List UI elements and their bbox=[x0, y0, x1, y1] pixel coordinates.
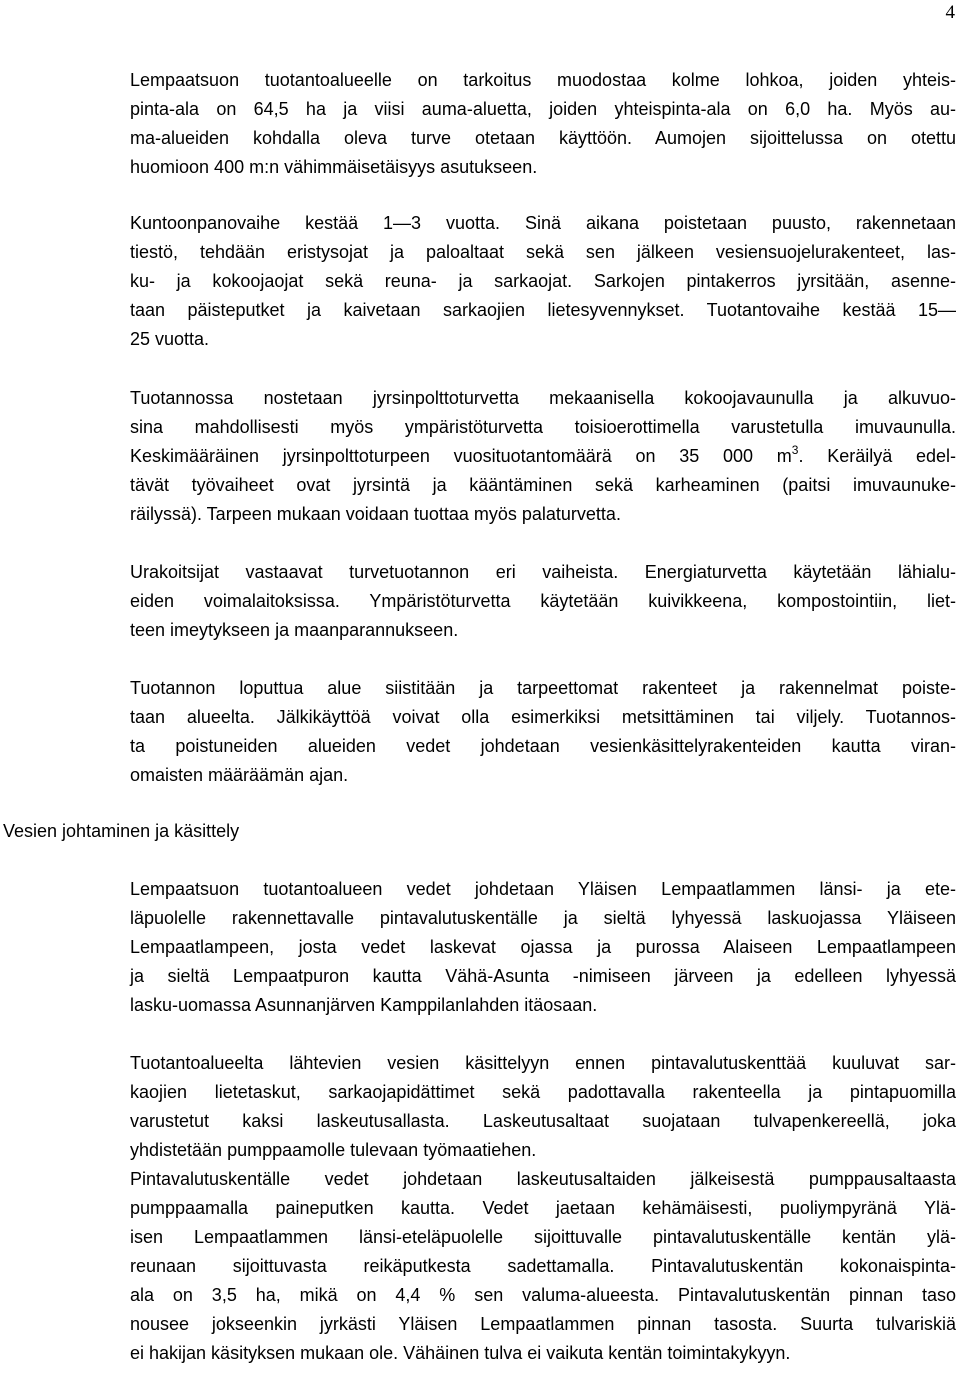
text-line: Urakoitsijat vastaavat turvetuotannon eri vaiheista. Energiaturvetta käytetään lähialu- bbox=[130, 562, 956, 582]
text-line: ala on 3,5 ha, mikä on 4,4 % sen valuma-alueesta. Pintavalutuskentän pinnan taso bbox=[130, 1285, 956, 1305]
paragraph-1 bbox=[130, 66, 956, 182]
text-line: läpuolelle rakennettavalle pintavalutuskentälle ja sieltä lyhyessä laskuojassa Yläiseen bbox=[130, 908, 956, 928]
text-fragment: Keskimääräinen jyrsinpolttoturpeen vuosituotantomäärä on 35 000 m bbox=[130, 446, 792, 466]
text-line: tävät työvaiheet ovat jyrsintä ja kääntäminen sekä karheaminen (paitsi imuvaunuke- bbox=[130, 475, 956, 495]
paragraph-2 bbox=[130, 209, 956, 354]
text-line: pumppaamalla paineputken kautta. Vedet jaetaan kehämäisesti, puoliympyränä Ylä- bbox=[130, 1198, 956, 1218]
text-line: eiden voimalaitoksissa. Ympäristöturvetta käytetään kuivikkeena, kompostointiin, liet- bbox=[130, 591, 956, 611]
text-line: taan päisteputket ja kaivetaan sarkaojien lietesyvennykset. Tuotantovaihe kestää 15— bbox=[130, 300, 956, 320]
text-line: taan alueelta. Jälkikäyttöä voivat olla esimerkiksi metsittäminen tai viljely. Tuotannos- bbox=[130, 707, 956, 727]
text-line: lasku-uomassa Asunnanjärven Kamppilanlahden itäosaan. bbox=[130, 995, 598, 1015]
text-line: Pintavalutuskentälle vedet johdetaan laskeutusaltaiden jälkeisestä pumppausaltaasta bbox=[130, 1169, 956, 1189]
text-line: ku- ja kokoojaojat sekä reuna- ja sarkaojat. Sarkojen pintakerros jyrsitään, asenne- bbox=[130, 271, 956, 291]
text-line: reunaan sijoittuvasta reikäputkesta sadettamalla. Pintavalutuskentän kokonaispinta- bbox=[130, 1256, 956, 1276]
text-line: pinta-ala on 64,5 ha ja viisi auma-aluetta, joiden yhteispinta-ala on 6,0 ha. Myös au- bbox=[130, 99, 956, 119]
text-line: sina mahdollisesti myös ympäristöturvetta toisioerottimella varustetulla imuvaunulla. bbox=[130, 417, 956, 437]
text-line: ei hakijan käsityksen mukaan ole. Vähäinen tulva ei vaikuta kentän toimintakykyyn. bbox=[130, 1343, 791, 1363]
text-fragment: . Keräilyä edel- bbox=[798, 446, 957, 466]
text-line-with-superscript bbox=[130, 442, 956, 471]
text-line: ta poistuneiden alueiden vedet johdetaan vesienkäsittelyrakenteiden kautta viran- bbox=[130, 736, 956, 756]
text-line: räilyssä). Tarpeen mukaan voidaan tuottaa myös palaturvetta. bbox=[130, 504, 621, 524]
paragraph-8 bbox=[130, 1165, 956, 1368]
text-line: ja sieltä Lempaatpuron kautta Vähä-Asunta -nimiseen järveen ja edelleen lyhyessä bbox=[130, 966, 956, 986]
page-number: 4 bbox=[945, 2, 955, 23]
text-line: Tuotannossa nostetaan jyrsinpolttoturvetta mekaanisella kokoojavaunulla ja alkuvuo- bbox=[130, 388, 956, 408]
paragraph-3 bbox=[130, 384, 956, 529]
text-line: tiestö, tehdään eristysojat ja paloaltaat sekä sen jälkeen vesiensuojelurakenteet, las- bbox=[130, 242, 956, 262]
text-line: Lempaatsuon tuotantoalueen vedet johdetaan Yläisen Lempaatlammen länsi- ja ete- bbox=[130, 879, 956, 899]
paragraph-6 bbox=[130, 875, 956, 1020]
text-line: isen Lempaatlammen länsi-eteläpuolelle sijoittuvalle pintavalutuskentälle kentän ylä- bbox=[130, 1227, 956, 1247]
text-line: varustetut kaksi laskeutusallasta. Laskeutusaltaat suojataan tulvapenkereellä, joka bbox=[130, 1111, 956, 1131]
text-line: yhdistetään pumppaamolle tulevaan työmaatiehen. bbox=[130, 1140, 537, 1160]
paragraph-7 bbox=[130, 1049, 956, 1165]
text-line: 25 vuotta. bbox=[130, 329, 210, 349]
text-line: huomioon 400 m:n vähimmäisetäisyys asutukseen. bbox=[130, 157, 538, 177]
section-heading: Vesien johtaminen ja käsittely bbox=[3, 821, 240, 841]
text-line: nousee jokseenkin jyrkästi Yläisen Lempaatlammen pinnan tasosta. Suurta tulvariskiä bbox=[130, 1314, 956, 1334]
superscript: 3 bbox=[791, 443, 799, 457]
text-line: kaojien lietetaskut, sarkaojapidättimet sekä padottavalla rakenteella ja pintapuomilla bbox=[130, 1082, 956, 1102]
text-line: ma-alueiden kohdalla oleva turve otetaan käyttöön. Aumojen sijoittelussa on otettu bbox=[130, 128, 956, 148]
text-line: Tuotantoalueelta lähtevien vesien käsittelyyn ennen pintavalutuskenttää kuuluvat sar- bbox=[130, 1053, 956, 1073]
text-line: omaisten määräämän ajan. bbox=[130, 765, 349, 785]
text-line: Kuntoonpanovaihe kestää 1—3 vuotta. Sinä aikana poistetaan puusto, rakennetaan bbox=[130, 213, 956, 233]
paragraph-4 bbox=[130, 558, 956, 645]
text-line: Lempaatlampeen, josta vedet laskevat ojassa ja purossa Alaiseen Lempaatlampeen bbox=[130, 937, 956, 957]
text-line: Lempaatsuon tuotantoalueelle on tarkoitus muodostaa kolme lohkoa, joiden yhteis- bbox=[130, 70, 956, 90]
text-line: Tuotannon loputtua alue siistitään ja tarpeettomat rakenteet ja rakennelmat poiste- bbox=[130, 678, 956, 698]
paragraph-5 bbox=[130, 674, 956, 790]
text-line: teen imeytykseen ja maanparannukseen. bbox=[130, 620, 459, 640]
